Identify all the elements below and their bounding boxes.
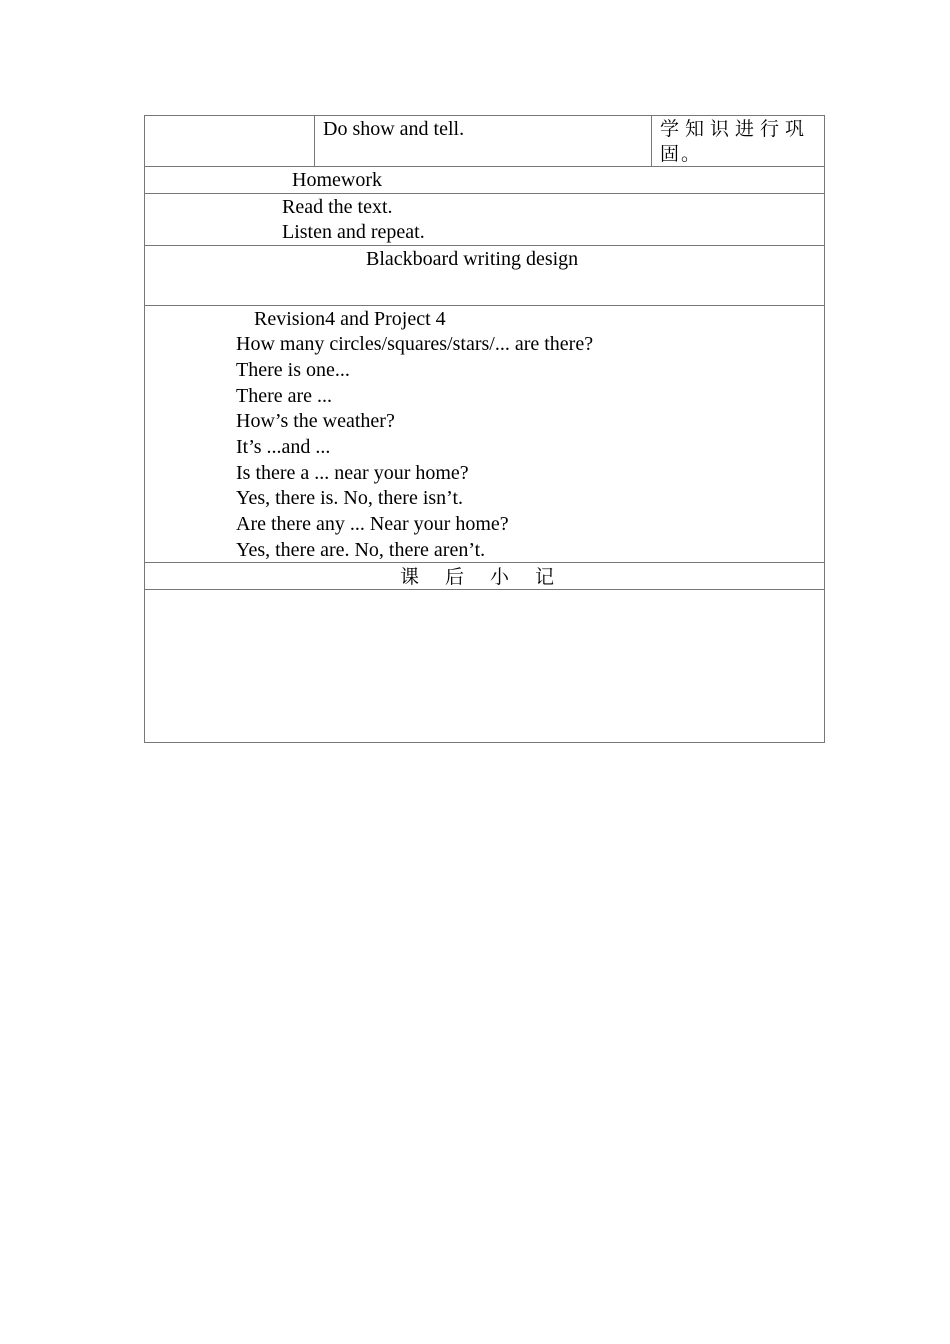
blackboard-title: Revision4 and Project 4 <box>254 308 446 330</box>
blackboard-line: Is there a ... near your home? <box>236 462 469 484</box>
blackboard-line: Yes, there are. No, there aren’t. <box>236 539 486 561</box>
row-divider <box>144 245 825 246</box>
blackboard-heading: Blackboard writing design <box>366 248 579 270</box>
blackboard-line: How’s the weather? <box>236 410 395 432</box>
column-divider <box>314 115 315 167</box>
column-divider <box>651 115 652 167</box>
blackboard-line: How many circles/squares/stars/... are there? <box>236 333 594 355</box>
row-divider <box>144 305 825 306</box>
teaching-note-line-2: 固。 <box>660 143 703 165</box>
homework-item: Listen and repeat. <box>282 221 425 243</box>
homework-item: Read the text. <box>282 196 393 218</box>
blackboard-line: Are there any ... Near your home? <box>236 513 509 535</box>
blackboard-line: There are ... <box>236 385 333 407</box>
blackboard-line: Yes, there is. No, there isn’t. <box>236 487 464 509</box>
activity-text: Do show and tell. <box>323 118 465 140</box>
teaching-note-line-1: 学知识进行巩 <box>660 118 811 140</box>
row-divider <box>144 193 825 194</box>
row-divider <box>144 166 825 167</box>
reflection-body <box>145 590 824 742</box>
blackboard-line: There is one... <box>236 359 350 381</box>
reflection-heading: 课后小记 <box>400 566 581 588</box>
blackboard-line: It’s ...and ... <box>236 436 331 458</box>
homework-heading: Homework <box>292 169 382 191</box>
